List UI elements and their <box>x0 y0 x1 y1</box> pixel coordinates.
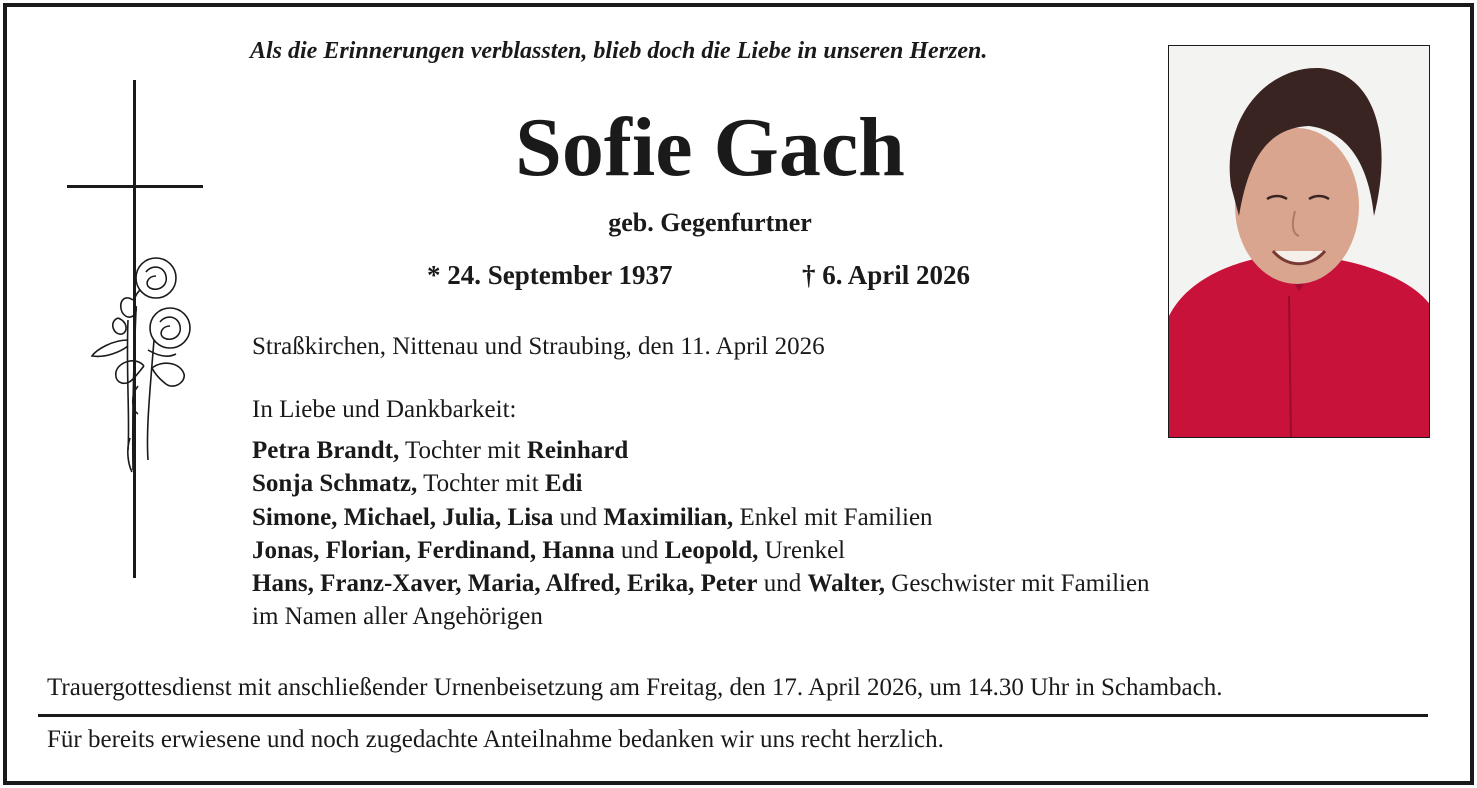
mourner-name: Reinhard <box>526 437 629 464</box>
birth-date: * 24. September 1937 <box>427 260 673 290</box>
mourner-relation: Tochter mit <box>399 437 527 464</box>
mourner-line <box>252 434 1150 467</box>
mourner-line <box>252 600 1150 633</box>
thanks-note: Für bereits erwiesene und noch zugedachte Anteilnahme bedanken wir uns recht herzlich. <box>47 726 944 753</box>
mourners-list <box>252 434 1150 634</box>
mourner-relation: und <box>757 570 808 598</box>
mourner-name: Walter, <box>807 570 886 598</box>
mourner-name: Leopold, <box>664 536 759 564</box>
mourner-relation: und <box>553 503 604 531</box>
mourner-line <box>252 467 1150 500</box>
mourner-name: Jonas, Florian, Ferdinand, Hanna <box>252 536 615 564</box>
cross-arm <box>67 185 203 188</box>
mourner-line <box>252 501 1150 534</box>
mourner-relation: Tochter mit <box>417 470 545 498</box>
divider <box>38 714 1428 717</box>
mourner-relation: im Namen aller Angehörigen <box>252 603 543 631</box>
mourner-relation: und <box>614 536 665 564</box>
portrait-photo <box>1168 45 1430 438</box>
deceased-name: Sofie Gach <box>515 101 905 194</box>
mourner-line <box>252 534 1150 567</box>
service-info: Trauergottesdienst mit anschließender Urnenbeisetzung am Freitag, den 17. April 2026, um 14.30 Uhr in Schambach. <box>47 674 1223 701</box>
mourner-relation: Geschwister mit Familien <box>885 570 1150 598</box>
mourner-relation: Urenkel <box>758 536 846 564</box>
mourner-name: Petra Brandt, <box>252 437 400 464</box>
mourner-name: Hans, Franz-Xaver, Maria, Alfred, Erika, Peter <box>252 570 758 598</box>
maiden-name: geb. Gegenfurtner <box>608 208 812 237</box>
memorial-quote: Als die Erinnerungen verblassten, blieb doch die Liebe in unseren Herzen. <box>250 38 988 64</box>
mourner-line <box>252 567 1150 600</box>
mourner-name: Edi <box>544 470 583 498</box>
mourner-name: Simone, Michael, Julia, Lisa <box>252 503 554 531</box>
mourners-intro: In Liebe und Dankbarkeit: <box>252 396 517 423</box>
mourner-name: Maximilian, <box>603 503 734 531</box>
roses-icon <box>88 250 200 475</box>
place-and-date: Straßkirchen, Nittenau und Straubing, den 11. April 2026 <box>252 333 825 360</box>
mourner-relation: Enkel mit Familien <box>733 503 933 531</box>
mourner-name: Sonja Schmatz, <box>252 470 418 498</box>
death-date: † 6. April 2026 <box>802 260 971 290</box>
